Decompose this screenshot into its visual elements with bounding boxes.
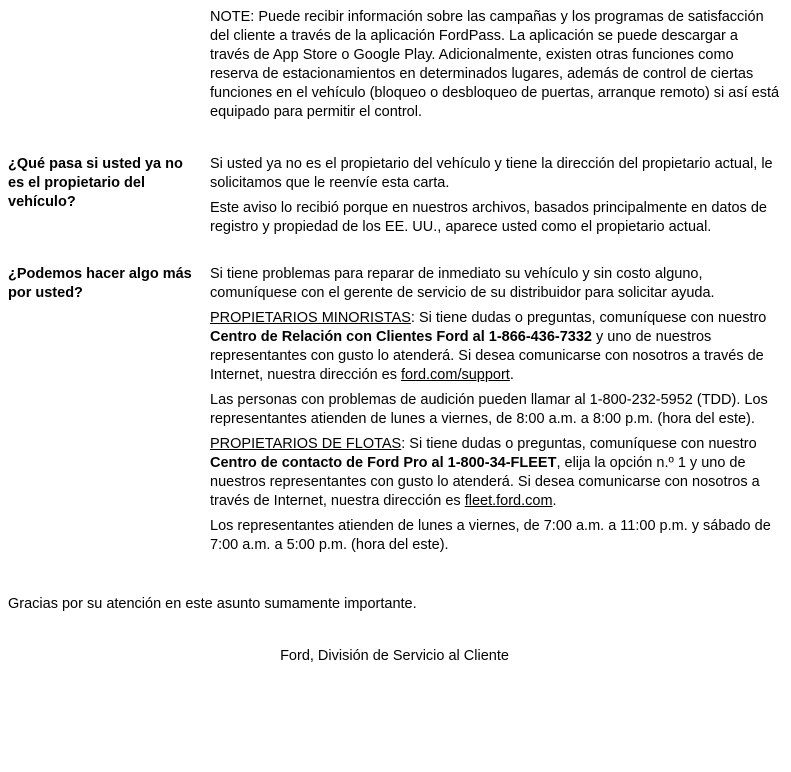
answers-more-help xyxy=(210,265,781,555)
question-more-help: ¿Podemos hacer algo más por usted? xyxy=(8,266,192,301)
paragraph-service-manager xyxy=(210,265,781,303)
section-no-longer-owner xyxy=(8,155,781,237)
note-row xyxy=(8,8,781,122)
note-left-spacer xyxy=(8,8,210,122)
paragraph-tdd-hours xyxy=(210,391,781,429)
paragraph-fleet-hours xyxy=(210,517,781,555)
paragraph-forward-letter xyxy=(210,155,781,193)
signature-line: Ford, División de Servicio al Cliente xyxy=(280,648,509,664)
paragraph-retail-owners xyxy=(210,309,781,385)
text-run: NOTE: Puede recibir información sobre las campañas y los programas de satisfacción del cliente a través de la aplicación FordPass. La aplicación se puede descargar a través de App Store o Google Play. Adicionalmente, existen otras funciones como reserva de estacionamientos en determinados lugares, además de control de ciertas funciones en el vehículo (bloqueo o desbloqueo de puertas, arranque remoto) si así está equipado para permitir el control. xyxy=(210,9,780,120)
ford-support-link[interactable]: ford.com/support xyxy=(401,367,510,383)
question-no-longer-owner: ¿Qué pasa si usted ya no es el propietario del vehículo? xyxy=(8,156,183,210)
paragraph-records-notice xyxy=(210,199,781,237)
text-run: PROPIETARIOS MINORISTAS xyxy=(210,310,411,326)
note-content xyxy=(210,8,781,122)
text-run: Centro de contacto de Ford Pro al 1-800-34-FLEET xyxy=(210,455,557,471)
text-run: PROPIETARIOS DE FLOTAS xyxy=(210,436,402,452)
answers-no-longer-owner xyxy=(210,155,781,237)
closing-line: Gracias por su atención en este asunto sumamente importante. xyxy=(8,596,417,612)
text-run: Las personas con problemas de audición pueden llamar al 1-800-232-5952 (TDD). Los representantes atienden de lunes a viernes, de 8:00 a.m. a 8:00 p.m. (hora del este). xyxy=(210,392,768,427)
text-run: Si usted ya no es el propietario del vehículo y tiene la dirección del propietario actual, le solicitamos que le reenvíe esta carta. xyxy=(210,156,773,191)
text-run: Si tiene problemas para reparar de inmediato su vehículo y sin costo alguno, comuníquese con el gerente de servicio de su distribuidor para solicitar ayuda. xyxy=(210,266,715,301)
note-paragraph xyxy=(210,8,781,122)
text-run: . xyxy=(509,367,514,383)
text-run: . xyxy=(552,493,557,509)
text-run: Los representantes atienden de lunes a viernes, de 7:00 a.m. a 11:00 p.m. y sábado de 7:00 a.m. a 5:00 p.m. (hora del este). xyxy=(210,518,771,553)
text-run: Este aviso lo recibió porque en nuestros archivos, basados principalmente en datos de registro y propiedad de los EE. UU., aparece usted como el propietario actual. xyxy=(210,200,767,235)
section-more-help xyxy=(8,265,781,555)
text-run: : Si tiene dudas o preguntas, comuníquese con nuestro xyxy=(410,310,767,326)
text-run: Centro de Relación con Clientes Ford al 1-866-436-7332 xyxy=(210,329,592,345)
fleet-ford-link[interactable]: fleet.ford.com xyxy=(464,493,553,509)
text-run: , elija la opción n.º 1 y uno de nuestros representantes con gusto lo atenderá. Si desea comunicarse con nosotros a través de Internet, nuestra dirección es xyxy=(210,455,760,509)
text-run: y uno de nuestros representantes con gusto lo atenderá. Si desea comunicarse con nosotros a través de Internet, nuestra dirección es xyxy=(210,329,764,383)
text-run: : Si tiene dudas o preguntas, comuníquese con nuestro xyxy=(401,436,757,452)
paragraph-fleet-owners xyxy=(210,435,781,511)
